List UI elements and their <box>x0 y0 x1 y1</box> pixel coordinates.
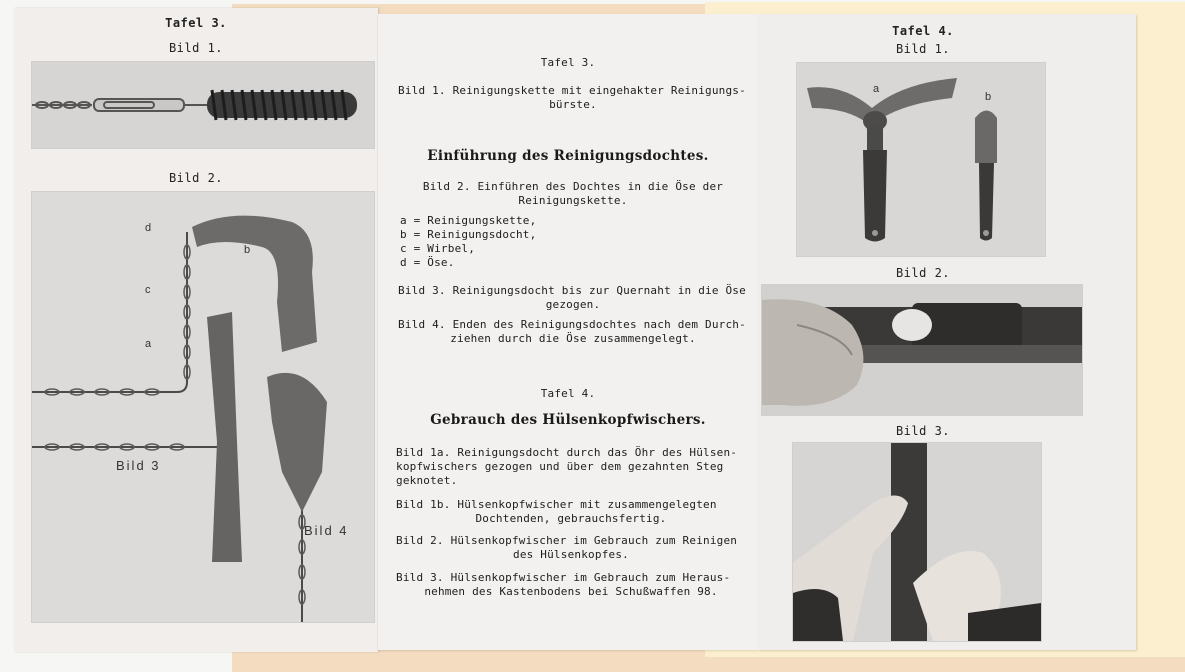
mid-bild1-line1: Bild 1. Reinigungskette mit eingehakter Reinigungs- <box>398 84 746 97</box>
left-bild2-caption: Bild 2. <box>168 171 224 185</box>
photo-cleaning-wick-stages <box>31 191 375 623</box>
mid-b1b-line2: Dochtenden, gebrauchsfertig. <box>475 512 667 525</box>
mid-legend-a: a = Reinigungskette, <box>400 214 537 227</box>
mid-bild3-line2: gezogen. <box>545 298 601 311</box>
left-page <box>14 8 378 652</box>
mid-tafel4-title: Tafel 4. <box>540 387 596 400</box>
mid-heading-gebrauch: Gebrauch des Hülsenkopfwischers. <box>430 412 706 428</box>
mid-b1a-line3: geknotet. <box>396 474 458 487</box>
mid-bild2-line1: Bild 2. Einführen des Dochtes in die Öse der <box>422 180 724 193</box>
mid-b1a-line2: kopfwischers gezogen und über dem gezahnten Steg <box>396 460 724 473</box>
right-page <box>758 14 1136 650</box>
mid-legend <box>400 214 730 270</box>
mid-legend-c: c = Wirbel, <box>400 242 476 255</box>
mid-b1a-description <box>396 446 746 488</box>
right-page-title: Tafel 4. <box>892 24 954 38</box>
photo-huelsenkopfwischer <box>796 62 1046 257</box>
right-bild2-caption: Bild 2. <box>895 266 951 280</box>
photo-removing-floorplate <box>792 442 1042 642</box>
mid-b2-line1: Bild 2. Hülsenkopfwischer im Gebrauch zum Reinigen <box>396 534 738 547</box>
mid-bild2-description <box>398 180 748 208</box>
photo-label-right-a: a <box>873 83 880 95</box>
middle-page <box>378 14 758 650</box>
right-bild3-caption: Bild 3. <box>895 424 951 438</box>
mid-b2-description <box>396 534 746 562</box>
mid-b1b-line1: Bild 1b. Hülsenkopfwischer mit zusammengelegten <box>396 498 717 511</box>
mid-b3-description <box>396 571 746 599</box>
left-bild1-caption: Bild 1. <box>168 41 224 55</box>
mid-legend-d: d = Öse. <box>400 256 455 269</box>
right-bild1-caption: Bild 1. <box>895 42 951 56</box>
photo-label-bild4: Bild 4 <box>304 523 349 538</box>
photo-label-d: d <box>145 222 152 234</box>
mid-b3-line2: nehmen des Kastenbodens bei Schußwaffen 98. <box>424 585 718 598</box>
mid-tafel3-title: Tafel 3. <box>540 56 596 69</box>
left-page-title: Tafel 3. <box>165 16 227 30</box>
photo-cleaning-chain-brush <box>31 61 375 149</box>
photo-cleaning-receiver <box>761 284 1083 416</box>
mid-bild4-line2: ziehen durch die Öse zusammengelegt. <box>450 332 696 345</box>
mid-bild3-description <box>398 284 748 312</box>
photo-label-a: a <box>145 338 152 350</box>
photo-label-c: c <box>145 284 151 296</box>
mid-bild1-description <box>398 84 748 112</box>
mid-heading-einfuehrung: Einführung des Reinigungsdochtes. <box>427 148 709 164</box>
photo-label-right-b: b <box>985 91 992 103</box>
mid-bild2-line2: Reinigungskette. <box>518 194 628 207</box>
photo-label-bild3: Bild 3 <box>116 458 161 473</box>
mid-bild3-line1: Bild 3. Reinigungsdocht bis zur Quernaht in die Öse <box>398 284 746 297</box>
mid-b1b-description <box>396 498 746 526</box>
mid-bild4-description <box>398 318 748 346</box>
mid-legend-b: b = Reinigungsdocht, <box>400 228 537 241</box>
mid-bild4-line1: Bild 4. Enden des Reinigungsdochtes nach dem Durch- <box>398 318 746 331</box>
mid-b3-line1: Bild 3. Hülsenkopfwischer im Gebrauch zum Heraus- <box>396 571 731 584</box>
photo-label-b: b <box>244 244 251 256</box>
mid-b2-line2: des Hülsenkopfes. <box>513 548 629 561</box>
mid-bild1-line2: bürste. <box>549 98 597 111</box>
mid-b1a-line1: Bild 1a. Reinigungsdocht durch das Öhr des Hülsen- <box>396 446 738 459</box>
